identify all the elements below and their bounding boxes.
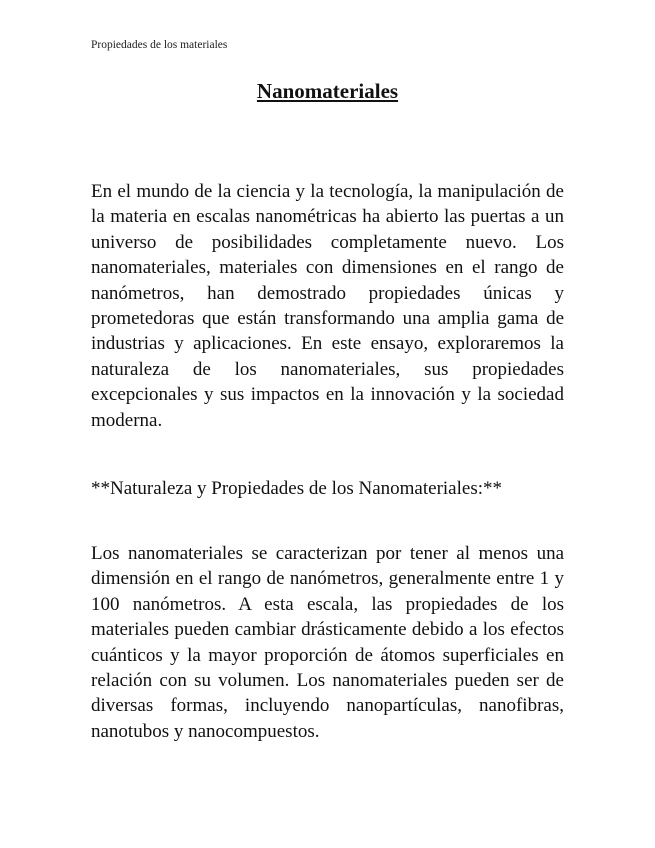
intro-paragraph: En el mundo de la ciencia y la tecnología, la manipulación de la materia en escalas nanométricas ha abierto las puertas a un universo de posibilidades completamente nuevo. Los nanomateriales, materiales con dimensiones en el rango de nanómetros, han demostrado propiedades únicas y prometedoras que están transformando una amplia gama de industrias y aplicaciones. En este ensayo, exploraremos la naturaleza de los nanomateriales, sus propiedades excepcionales y sus impactos en la innovación y la sociedad moderna. [91,181,564,431]
document-title: Nanomateriales [256,79,399,103]
section-heading: **Naturaleza y Propiedades de los Nanomateriales:** [91,478,502,499]
running-header: Propiedades de los materiales [91,39,228,51]
body-paragraph: Los nanomateriales se caracterizan por tener al menos una dimensión en el rango de nanómetros, generalmente entre 1 y 100 nanómetros. A esta escala, las propiedades de los materiales pueden cambiar drásticamente debido a los efectos cuánticos y la mayor proporción de átomos superficiales en relación con su volumen. Los nanomateriales pueden ser de diversas formas, incluyendo nanopartículas, nanofibras, nanotubos y nanocompuestos. [91,543,564,742]
